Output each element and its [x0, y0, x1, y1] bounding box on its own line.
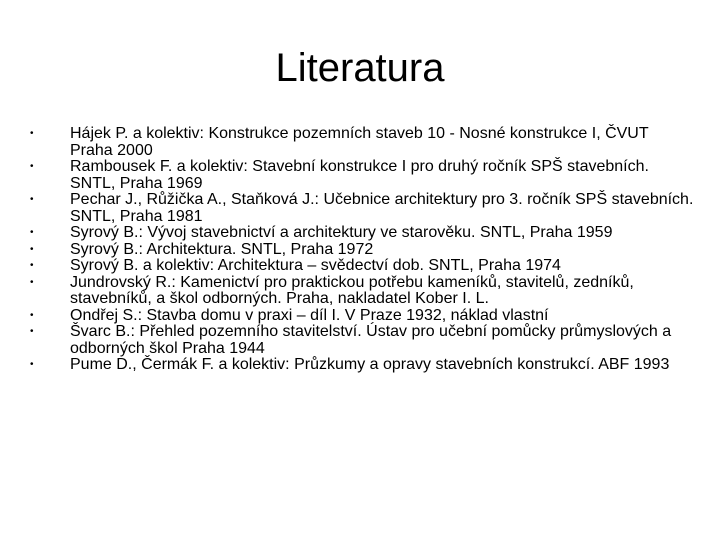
- list-item: [30, 357, 695, 374]
- bullet-icon: •: [30, 276, 34, 288]
- reference-text: Syrový B.: Vývoj stavebnictví a architektury ve starověku. SNTL, Praha 1959: [70, 224, 613, 241]
- reference-text: Švarc B.: Přehled pozemního stavitelství. Ústav pro učební pomůcky průmyslových a odborných škol Praha 1944: [70, 323, 672, 357]
- bullet-icon: •: [30, 309, 34, 321]
- bullet-icon: •: [30, 161, 34, 172]
- bullet-icon: •: [30, 194, 34, 205]
- reference-text: Ondřej S.: Stavba domu v praxi – díl I. V Praze 1932, náklad vlastní: [70, 306, 549, 324]
- reference-text: Jundrovský R.: Kamenictví pro praktickou potřebu kameníků, stavitelů, zedníků, stavebníků, a škol odborných. Praha, nakladatel Kober I. L.: [70, 273, 634, 307]
- bullet-icon: •: [30, 227, 34, 238]
- bullet-icon: •: [30, 359, 34, 370]
- reference-text: Syrový B.: Architektura. SNTL, Praha 1972: [70, 240, 374, 258]
- list-item: [30, 275, 695, 308]
- list-item: [30, 126, 695, 159]
- list-item: [30, 324, 695, 357]
- list-item: [30, 242, 695, 259]
- bullet-icon: •: [30, 243, 34, 255]
- reference-text: Rambousek F. a kolektiv: Stavební konstrukce I pro druhý ročník SPŠ stavebních. SNTL, Praha 1969: [70, 158, 649, 192]
- reference-text: Syrový B. a kolektiv: Architektura – svědectví dob. SNTL, Praha 1974: [70, 257, 561, 274]
- list-item: [30, 258, 695, 275]
- list-item: [30, 308, 695, 325]
- reference-text: Hájek P. a kolektiv: Konstrukce pozemních staveb 10 - Nosné konstrukce I, ČVUT Praha 2000: [70, 125, 649, 159]
- bullet-icon: •: [30, 326, 34, 337]
- list-item: [30, 192, 695, 225]
- slide-title: Literatura: [275, 46, 445, 90]
- reference-text: Pechar J., Růžička A., Staňková J.: Učebnice architektury pro 3. ročník SPŠ stavebních. SNTL, Praha 1981: [70, 191, 694, 225]
- bullet-icon: •: [30, 128, 34, 139]
- reference-text: Pume D., Čermák F. a kolektiv: Průzkumy a opravy stavebních konstrukcí. ABF 1993: [70, 356, 670, 373]
- list-item: [30, 225, 695, 242]
- list-item: [30, 159, 695, 192]
- bullet-icon: •: [30, 260, 34, 271]
- reference-list: [30, 126, 695, 374]
